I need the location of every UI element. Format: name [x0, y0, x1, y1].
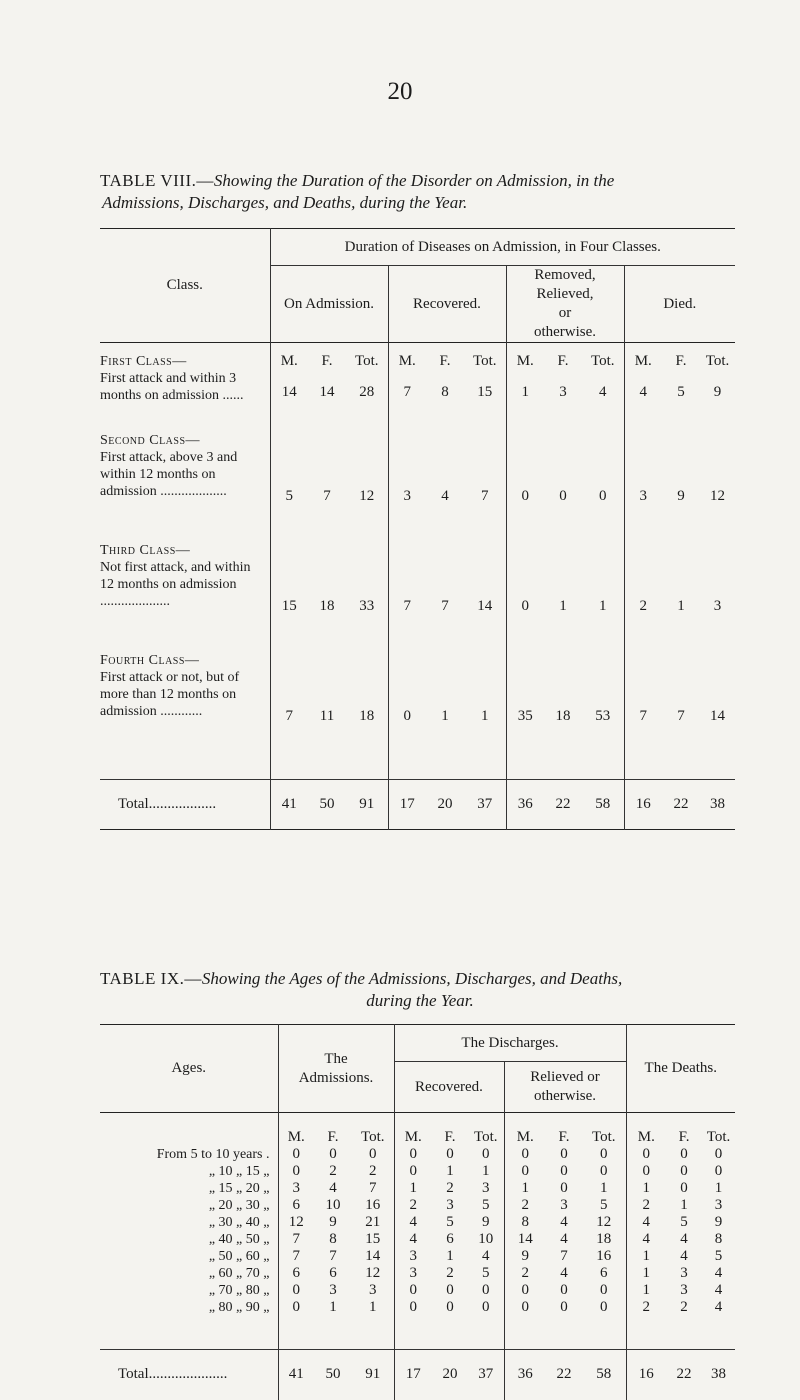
table9-cell: 1: [446, 1162, 454, 1179]
table9-relieved-header: Relieved or otherwise.: [504, 1062, 626, 1113]
table8-total-cell: 36: [506, 780, 544, 830]
table9-cell: 12: [288, 1213, 304, 1230]
table9-cell: 16: [582, 1248, 626, 1265]
table9-cell: 4: [714, 1264, 723, 1281]
table8-row-class: [100, 432, 270, 528]
table9-cell: 2: [446, 1264, 454, 1281]
page-number: 20: [387, 78, 413, 105]
table8-cell: 9: [677, 488, 685, 504]
table9-cell: 1: [642, 1179, 651, 1196]
table8-subheader: Tot.: [705, 352, 730, 369]
table8-cell: 14: [319, 384, 335, 400]
table8-class-desc: First attack, above 3 and within 12 months on admission ...................: [100, 449, 238, 499]
table9-caption-line2: during the Year.: [366, 991, 474, 1010]
table8-class-desc: First attack or not, but of more than 12 months on admission ............: [100, 669, 240, 719]
table9-cell: 1: [329, 1298, 337, 1315]
table9-cell: 0: [329, 1145, 337, 1162]
table8-cell: 4: [639, 384, 647, 400]
table8-cell: 9: [713, 384, 722, 400]
table9-ages-header: Ages.: [100, 1025, 278, 1113]
table8-cell: 18: [555, 708, 571, 724]
table9-admissions-header: The Admissions.: [278, 1025, 394, 1113]
table9-cell: 8: [521, 1213, 529, 1230]
table9-cell: 12: [352, 1265, 394, 1282]
table9-caption: [100, 968, 740, 1012]
table9-subheader: Tot.: [352, 1129, 394, 1146]
table8-cell: 14: [710, 708, 726, 724]
table9-cell: 4: [560, 1230, 568, 1247]
table9-total-cell: 16: [626, 1350, 666, 1400]
table8-total-cell: 37: [464, 780, 506, 830]
table8-cell: 1: [441, 708, 449, 724]
table9-cell: 2: [680, 1298, 688, 1315]
table9-total-cell: 37: [468, 1350, 504, 1400]
table9-cell: 0: [468, 1146, 504, 1163]
table8-cell: 3: [559, 384, 567, 400]
table9-cell: 4: [714, 1298, 723, 1315]
table9-total-cell: 38: [702, 1350, 735, 1400]
table9-cell: 0: [292, 1145, 300, 1162]
table9-cell: 0: [521, 1281, 529, 1298]
table8-cell: 7: [285, 708, 293, 724]
table9-cell: 0: [446, 1281, 454, 1298]
table9-row: [100, 1180, 735, 1197]
table9-cell: 0: [560, 1162, 568, 1179]
table9-cell: 7: [292, 1247, 300, 1264]
table9-age-label: „ 40 „ 50 „: [100, 1231, 278, 1248]
table9-cell: 0: [292, 1281, 300, 1298]
table9-row: [100, 1282, 735, 1299]
table9-cell: 3: [446, 1196, 454, 1213]
table9-label: TABLE IX.—: [100, 969, 202, 988]
table8-total-cell: 91: [346, 780, 388, 830]
table9-cell: 4: [560, 1213, 568, 1230]
table9-cell: 3: [468, 1180, 504, 1197]
table9-cell: 0: [352, 1146, 394, 1163]
table9-subheader: F.: [444, 1128, 456, 1145]
table8-subheader: F.: [439, 352, 451, 369]
table8-cell: 7: [323, 488, 331, 504]
table8-subheader: Tot.: [464, 353, 506, 370]
table8-cell: 1: [677, 598, 685, 614]
table9-cell: 0: [521, 1162, 529, 1179]
table8-cell: 1: [582, 542, 624, 638]
table9-cell: 4: [329, 1179, 337, 1196]
table9-subheader: M.: [287, 1128, 305, 1145]
table9-cell: 0: [714, 1145, 723, 1162]
table9-cell: 6: [292, 1264, 300, 1281]
table9-cell: 1: [446, 1247, 454, 1264]
table9-cell: 3: [680, 1264, 688, 1281]
table9-cell: 6: [446, 1230, 454, 1247]
table9-cell: 12: [582, 1214, 626, 1231]
table9-cell: 5: [680, 1213, 688, 1230]
table9-cell: 0: [582, 1146, 626, 1163]
table9-cell: 0: [409, 1162, 417, 1179]
table9-row: [100, 1265, 735, 1282]
table9-cell: 0: [680, 1162, 688, 1179]
table9-age-label: „ 60 „ 70 „: [100, 1265, 278, 1282]
table9-cell: 0: [582, 1299, 626, 1316]
table9-cell: 5: [468, 1265, 504, 1282]
table8-caption-line1: Showing the Duration of the Disorder on Admission, in the: [213, 171, 615, 190]
table9-total-cell: 50: [314, 1350, 352, 1400]
table8-subheader: Tot.: [346, 353, 388, 370]
table8-cell: 53: [582, 652, 624, 748]
table8: [100, 228, 735, 830]
table9-cell: 3: [409, 1264, 417, 1281]
table9-subheader: M.: [637, 1128, 655, 1145]
table9-row: [100, 1214, 735, 1231]
table9-row: [100, 1231, 735, 1248]
table8-class-title: First Class—: [100, 353, 187, 369]
table9-cell: 4: [680, 1247, 688, 1264]
table9-cell: 2: [642, 1196, 651, 1213]
table8-subheader: F.: [321, 352, 333, 369]
table8-cell: 7: [464, 432, 506, 528]
table9-cell: 2: [642, 1298, 651, 1315]
table9-cell: 0: [582, 1282, 626, 1299]
table9-cell: 1: [642, 1247, 651, 1264]
table8-cell: 14: [281, 384, 297, 400]
table9-cell: 4: [642, 1230, 651, 1247]
table8-total-cell: 22: [544, 780, 582, 830]
table9-cell: 3: [329, 1281, 337, 1298]
table9-cell: 0: [680, 1145, 688, 1162]
table9-row: [100, 1299, 735, 1316]
table8-row: [100, 542, 735, 638]
table9-total-cell: 22: [666, 1350, 702, 1400]
table9-total-cell: 20: [432, 1350, 468, 1400]
table9-cell: 0: [409, 1281, 417, 1298]
table8-total-cell: 58: [582, 780, 624, 830]
table8-cell: 1: [464, 652, 506, 748]
table9-cell: 4: [680, 1230, 688, 1247]
table9-cell: 2: [446, 1179, 454, 1196]
table8-total-cell: 50: [308, 780, 346, 830]
table9-age-label: „ 10 „ 15 „: [100, 1163, 278, 1180]
table9-cell: 7: [352, 1180, 394, 1197]
table8-group-recovered: Recovered.: [388, 266, 506, 343]
table8-row: [100, 652, 735, 748]
table9-cell: 4: [409, 1213, 417, 1230]
table9-cell: 0: [582, 1163, 626, 1180]
table9-cell: 1: [714, 1179, 723, 1196]
table8-total-cell: 22: [662, 780, 700, 830]
table9-cell: 0: [521, 1145, 529, 1162]
table9-cell: 1: [409, 1179, 417, 1196]
table9-cell: 4: [560, 1264, 568, 1281]
table8-group-died: Died.: [663, 295, 697, 312]
table8-class-title: Fourth Class—: [100, 652, 200, 668]
table8-cell: 1: [521, 384, 529, 400]
table9: [100, 1024, 735, 1400]
table9-cell: 0: [521, 1298, 529, 1315]
table8-cell: 3: [713, 598, 722, 614]
table9-cell: 4: [714, 1281, 723, 1298]
table9-cell: 7: [329, 1247, 337, 1264]
table9-subheader: Tot.: [706, 1128, 731, 1145]
table8-cell: 33: [346, 542, 388, 638]
table9-row: [100, 1146, 735, 1163]
table9-cell: 9: [329, 1213, 337, 1230]
table9-age-label: „ 80 „ 90 „: [100, 1299, 278, 1316]
table9-cell: 0: [560, 1298, 568, 1315]
table9-cell: 1: [642, 1264, 651, 1281]
table9-deaths-header: The Deaths.: [644, 1060, 718, 1076]
table9-total-label: Total.....................: [100, 1350, 278, 1400]
table8-total-row: [100, 780, 735, 830]
table9-cell: 8: [329, 1230, 337, 1247]
table8-cell: 0: [403, 708, 411, 724]
table8-subheader: F.: [557, 352, 569, 369]
table8-cell: 12: [346, 432, 388, 528]
table9-cell: 21: [352, 1214, 394, 1231]
table8-cell: 1: [559, 598, 567, 614]
table8-cell: 15: [464, 370, 506, 416]
table9-cell: 3: [409, 1247, 417, 1264]
table9-cell: 2: [521, 1196, 529, 1213]
table8-class-title: Third Class—: [100, 542, 191, 558]
table9-cell: 8: [714, 1230, 723, 1247]
table9-cell: 9: [714, 1213, 723, 1230]
table9-cell: 5: [468, 1197, 504, 1214]
table8-label: TABLE VIII.—: [100, 171, 214, 190]
table9-age-label: „ 70 „ 80 „: [100, 1282, 278, 1299]
table9-cell: 4: [468, 1248, 504, 1265]
table9-cell: 0: [714, 1162, 723, 1179]
table9-age-label: From 5 to 10 years .: [100, 1146, 278, 1163]
table9-cell: 2: [329, 1162, 337, 1179]
table9-cell: 0: [409, 1298, 417, 1315]
table8-cell: 7: [441, 598, 449, 614]
table9-cell: 0: [446, 1298, 454, 1315]
table9-cell: 0: [560, 1145, 568, 1162]
table9-subheader: F.: [678, 1128, 690, 1145]
table9-cell: 6: [582, 1265, 626, 1282]
table9-cell: 4: [642, 1213, 651, 1230]
table8-total-cell: 41: [270, 780, 308, 830]
table9-cell: 1: [680, 1196, 688, 1213]
table8-class-desc: First attack and within 3 months on admission ......: [100, 370, 244, 403]
table9-total-cell: 58: [582, 1350, 626, 1400]
table9-cell: 0: [560, 1179, 568, 1196]
table9-total-cell: 22: [546, 1350, 582, 1400]
table8-cell: 7: [403, 598, 411, 614]
table8-group-admission: On Admission.: [270, 266, 388, 343]
table8-caption: [100, 170, 740, 214]
table9-age-label: „ 30 „ 40 „: [100, 1214, 278, 1231]
table8-cell: 4: [582, 370, 624, 416]
table9-cell: 0: [642, 1145, 651, 1162]
table8-class-desc: Not first attack, and within 12 months on admission ....................: [100, 559, 251, 609]
table8-total-cell: 17: [388, 780, 426, 830]
table8-cell: 0: [582, 432, 624, 528]
table8-cell: 14: [464, 542, 506, 638]
table9-cell: 6: [292, 1196, 300, 1213]
table8-total-cell: 38: [700, 780, 735, 830]
table9-discharges-header: The Discharges.: [394, 1025, 626, 1062]
table8-cell: 3: [639, 488, 647, 504]
table9-total-cell: 41: [278, 1350, 314, 1400]
table9-age-label: „ 50 „ 60 „: [100, 1248, 278, 1265]
table8-cell: 8: [441, 384, 449, 400]
table8-cell: 12: [710, 488, 726, 504]
table9-subheader: F.: [558, 1128, 570, 1145]
table9-cell: 3: [680, 1281, 688, 1298]
table9-row: [100, 1163, 735, 1180]
table9-cell: 5: [714, 1247, 723, 1264]
table9-subheader: F.: [327, 1128, 339, 1145]
table8-cell: 7: [639, 708, 647, 724]
table9-cell: 3: [560, 1196, 568, 1213]
table8-row-class: [100, 652, 270, 748]
table9-cell: 4: [409, 1230, 417, 1247]
table9-age-label: „ 15 „ 20 „: [100, 1180, 278, 1197]
table9-total-cell: 17: [394, 1350, 432, 1400]
table9-total-cell: 91: [352, 1350, 394, 1400]
table8-total-cell: 20: [426, 780, 464, 830]
table8-cell: 7: [403, 384, 411, 400]
table8-row: [100, 432, 735, 528]
table9-row: [100, 1197, 735, 1214]
table9-cell: 9: [521, 1247, 529, 1264]
table9-cell: 0: [446, 1145, 454, 1162]
table8-subheader: M.: [516, 352, 534, 369]
table9-recovered-header: Recovered.: [394, 1062, 504, 1113]
table9-cell: 10: [325, 1196, 341, 1213]
table8-cell: 35: [517, 708, 533, 724]
table8-caption-line2: Admissions, Discharges, and Deaths, during the Year.: [102, 193, 468, 212]
table8-cell: 15: [281, 598, 297, 614]
table8-cell: 4: [441, 488, 449, 504]
table9-cell: 1: [642, 1281, 651, 1298]
table9-cell: 2: [521, 1264, 529, 1281]
table9-cell: 1: [521, 1179, 529, 1196]
table8-cell: 0: [521, 488, 529, 504]
table9-cell: 2: [352, 1163, 394, 1180]
table9-cell: 6: [329, 1264, 337, 1281]
table8-cell: 7: [677, 708, 685, 724]
table9-cell: 5: [446, 1213, 454, 1230]
table9-cell: 3: [714, 1196, 723, 1213]
table9-cell: 2: [409, 1196, 417, 1213]
table9-cell: 3: [352, 1282, 394, 1299]
table9-cell: 5: [582, 1197, 626, 1214]
table9-cell: 0: [292, 1298, 300, 1315]
table9-cell: 0: [292, 1162, 300, 1179]
table8-cell: 3: [403, 488, 411, 504]
table9-cell: 1: [352, 1299, 394, 1316]
table8-cell: 0: [521, 598, 529, 614]
table9-cell: 15: [352, 1231, 394, 1248]
table9-subheader: Tot.: [582, 1129, 626, 1146]
table9-cell: 14: [352, 1248, 394, 1265]
table8-total-label: Total..................: [100, 780, 270, 830]
table8-class-header: Class.: [100, 229, 270, 343]
table8-cell: 11: [319, 708, 335, 724]
table9-subheader: M.: [516, 1128, 534, 1145]
table9-cell: 10: [468, 1231, 504, 1248]
table9-cell: 16: [352, 1197, 394, 1214]
table8-cell: 18: [346, 652, 388, 748]
table9-cell: 0: [468, 1282, 504, 1299]
table9-cell: 0: [468, 1299, 504, 1316]
table9-cell: 1: [468, 1163, 504, 1180]
table9-age-label: „ 20 „ 30 „: [100, 1197, 278, 1214]
table9-cell: 9: [468, 1214, 504, 1231]
table9-cell: 0: [409, 1145, 417, 1162]
table9-cell: 1: [582, 1180, 626, 1197]
table9-cell: 3: [292, 1179, 300, 1196]
table8-subheader: F.: [675, 352, 687, 369]
table9-caption-line1: Showing the Ages of the Admissions, Discharges, and Deaths,: [201, 969, 623, 988]
table8-cell: 18: [319, 598, 335, 614]
table9-row: [100, 1248, 735, 1265]
table9-cell: 0: [680, 1179, 688, 1196]
table8-cell: 0: [559, 488, 567, 504]
table9-cell: 18: [582, 1231, 626, 1248]
table9-total-cell: 36: [504, 1350, 546, 1400]
table9-cell: 7: [292, 1230, 300, 1247]
table8-total-cell: 16: [624, 780, 662, 830]
table8-group-relieved: Removed, Relieved, or otherwise.: [506, 266, 624, 343]
table9-cell: 14: [517, 1230, 533, 1247]
table8-cell: 5: [285, 488, 293, 504]
table8-subheader: M.: [398, 352, 416, 369]
table9-cell: 0: [642, 1162, 651, 1179]
table8-main-header: Duration of Diseases on Admission, in Four Classes.: [270, 229, 735, 266]
table9-cell: 0: [560, 1281, 568, 1298]
table8-class-title: Second Class—: [100, 432, 201, 448]
table9-total-row: [100, 1350, 735, 1400]
table8-cell: 2: [639, 598, 647, 614]
table8-cell: 28: [346, 370, 388, 416]
table9-subheader: Tot.: [468, 1129, 504, 1146]
table9-subheader: M.: [404, 1128, 422, 1145]
table8-subheader: Tot.: [582, 353, 624, 370]
table8-subheader: M.: [634, 352, 652, 369]
table8-row-class: [100, 542, 270, 638]
table8-cell: 5: [677, 384, 685, 400]
table9-cell: 7: [560, 1247, 568, 1264]
table8-row-class: [100, 353, 270, 416]
table8-subheader: M.: [280, 352, 298, 369]
